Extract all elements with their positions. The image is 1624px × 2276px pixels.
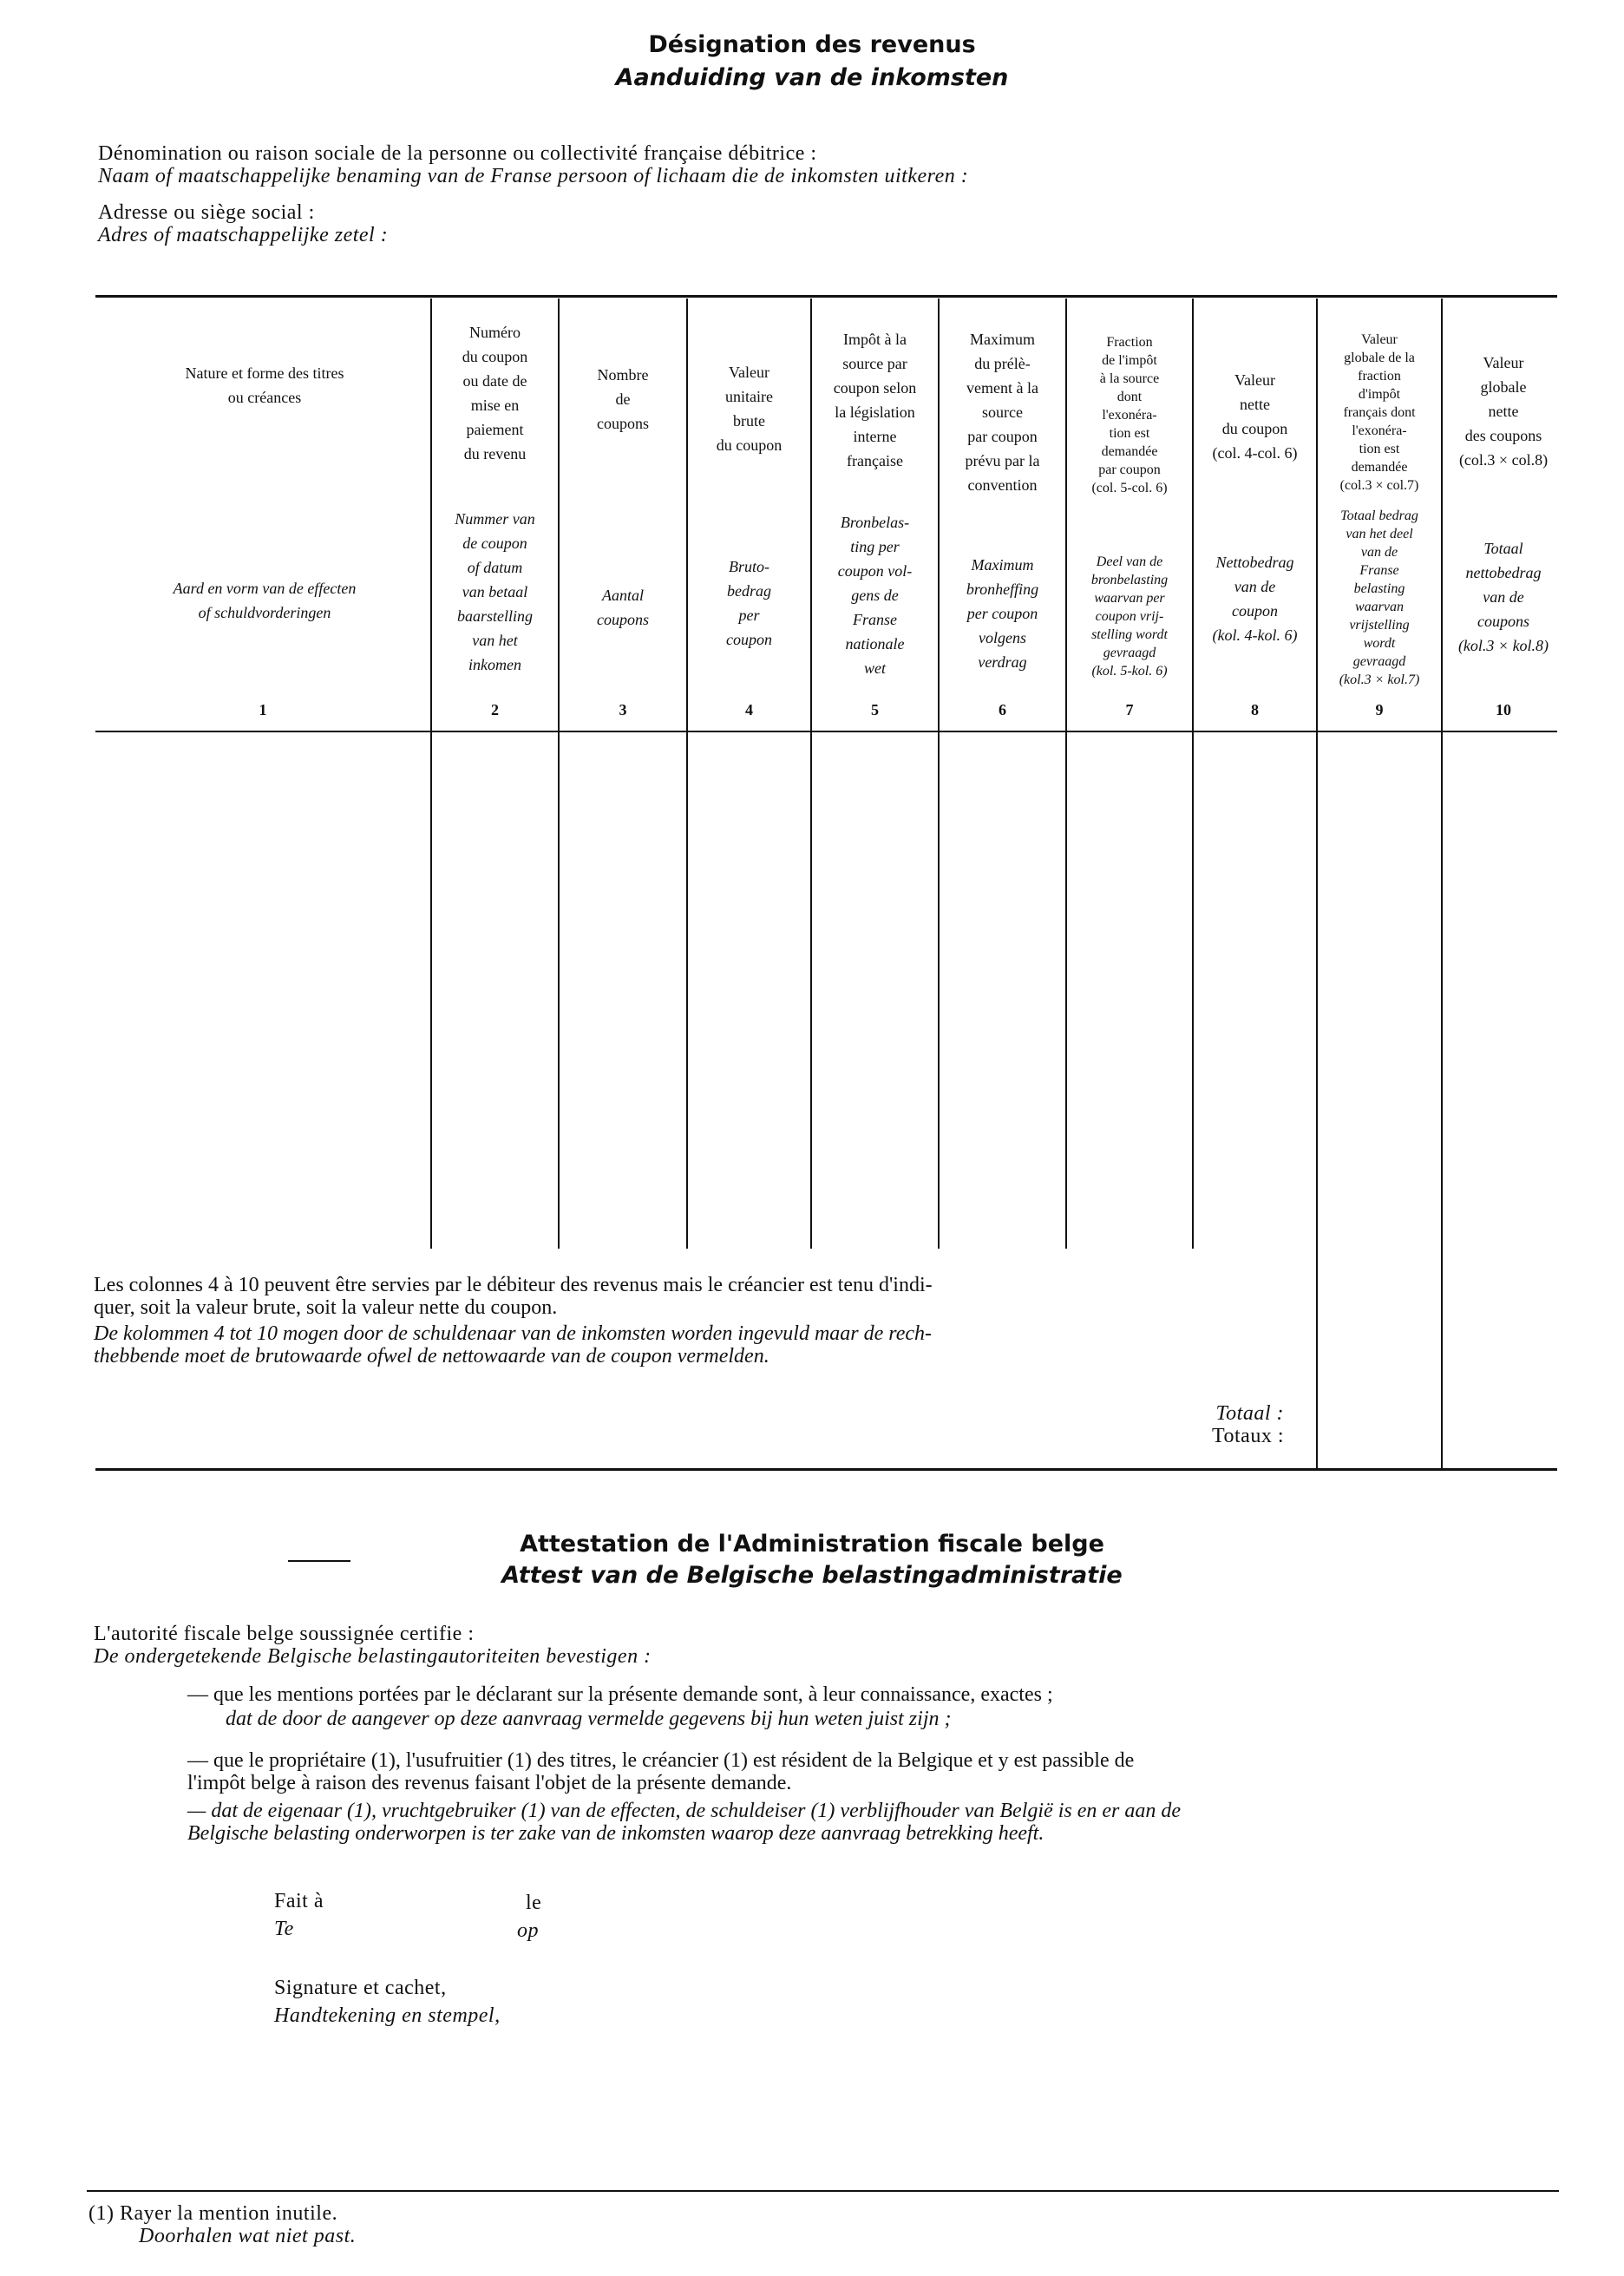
table-header-bottom-rule	[95, 731, 1557, 732]
col1-header-nl: Aard en vorm van de effecten of schuldvorderingen	[173, 580, 357, 621]
col2-header-nl: Nummer van de coupon of datum van betaal baarstelling van het inkomen	[455, 510, 535, 673]
col-number: 3	[619, 701, 627, 718]
col6-header-fr: Maximum du prélè- vement à la source par coupon prévu par la convention	[965, 331, 1040, 494]
col-number: 6	[999, 701, 1006, 718]
attestation-bullet2-fr: — que le propriétaire (1), l'usufruitier (1) des titres, le créancier (1) est résident de la Belgique et y est passible de l'impôt belge à raison des revenus faisant l'objet de la présente demande.	[187, 1749, 1135, 1794]
section-title-fr: Désignation des revenus	[648, 31, 976, 58]
col8-header-nl: Nettobedrag van de coupon (kol. 4-kol. 6)	[1212, 554, 1298, 644]
col9-header-fr: Valeur globale de la fraction d'impôt français dont l'exonéra- tion est demandée (col.3 × col.7)	[1339, 331, 1419, 493]
footnote-nl: Doorhalen wat niet past.	[139, 2225, 357, 2247]
col5-header-fr: Impôt à la source par coupon selon la législation interne française	[833, 331, 917, 469]
col-number: 2	[491, 701, 499, 718]
col7-header-nl: Deel van de bronbelasting waarvan per coupon vrij- stelling wordt gevraagd (kol. 5-kol. 6)	[1090, 554, 1169, 679]
col10-header-nl: Totaal nettobedrag van de coupons (kol.3 × kol.8)	[1457, 540, 1549, 654]
attestation-intro-nl: De ondergetekende Belgische belastingautoriteiten bevestigen :	[94, 1645, 652, 1668]
col8-header-fr: Valeur nette du coupon (col. 4-col. 6)	[1212, 371, 1298, 462]
col4-header-nl: Bruto- bedrag per coupon	[726, 558, 772, 648]
footnote-rule	[87, 2190, 1559, 2192]
table-note-nl: De kolommen 4 tot 10 mogen door de schuldenaar van de inkomsten worden ingevuld maar de rech- thebbende moet de brutowaarde ofwel de nettowaarde van de coupon vermelden.	[94, 1322, 933, 1368]
attestation-title-fr: Attestation de l'Administration fiscale belge	[520, 1531, 1104, 1558]
table-top-rule	[95, 295, 1557, 298]
debtor-label-fr: Dénomination ou raison sociale de la personne ou collectivité française débitrice :	[98, 142, 817, 165]
section-title-nl: Aanduiding van de inkomsten	[615, 64, 1009, 91]
col-number: 9	[1375, 701, 1384, 718]
col7-header-fr: Fraction de l'impôt à la source dont l'exonéra- tion est demandée par coupon (col. 5-col. 6)	[1091, 334, 1168, 495]
col2-header-fr: Numéro du coupon ou date de mise en paiement du revenu	[462, 324, 528, 462]
attestation-bullet1-nl: dat de door de aangever op deze aanvraag vermelde gegevens bij hun weten juist zijn ;	[226, 1708, 952, 1730]
table-bottom-rule	[95, 1468, 1557, 1471]
signature-label-fr: Signature et cachet,	[274, 1977, 447, 1999]
attestation-intro-fr: L'autorité fiscale belge soussignée certifie :	[94, 1623, 475, 1645]
table-note-fr: Les colonnes 4 à 10 peuvent être servies par le débiteur des revenus mais le créancier est tenu d'indi- quer, soit la valeur brute, soit la valeur nette du coupon.	[94, 1274, 933, 1319]
attestation-title-nl: Attest van de Belgische belastingadministratie	[501, 1562, 1123, 1589]
col4-header-fr: Valeur unitaire brute du coupon	[716, 364, 783, 454]
col10-header-fr: Valeur globale nette des coupons (col.3 × col.8)	[1458, 354, 1549, 469]
total-label-nl: Totaal :	[1215, 1402, 1284, 1425]
col3-header-nl: Aantal coupons	[597, 587, 649, 628]
col3-header-fr: Nombre de coupons	[597, 366, 649, 432]
made-at-label-fr: Fait à	[274, 1890, 324, 1912]
attestation-bullet2-nl: — dat de eigenaar (1), vruchtgebruiker (1) van de effecten, de schuldeiser (1) verblijfhouder van België is en er aan de Belgische belasting onderworpen is ter zake van de inkomsten waarop deze aanvraag betrekking heeft.	[187, 1800, 1181, 1845]
col5-header-nl: Bronbelas- ting per coupon vol- gens de Franse nationale wet	[837, 514, 913, 677]
col-number: 10	[1496, 701, 1511, 718]
attestation-bullet1-fr: — que les mentions portées par le déclarant sur la présente demande sont, à leur connaissance, exactes ;	[187, 1683, 1053, 1706]
col1-header-fr: Nature et forme des titres ou créances	[185, 364, 344, 406]
col-number: 7	[1125, 701, 1134, 718]
col6-header-nl: Maximum bronheffing per coupon volgens verdrag	[966, 556, 1039, 671]
footnote-fr: (1) Rayer la mention inutile.	[88, 2202, 338, 2225]
debtor-label-nl: Naam of maatschappelijke benaming van de Franse persoon of lichaam die de inkomsten uitkeren :	[98, 165, 969, 187]
col-number: 8	[1251, 701, 1259, 718]
total-label-fr: Totaux :	[1212, 1425, 1284, 1447]
col-number: 1	[259, 701, 267, 718]
address-label-nl: Adres of maatschappelijke zetel :	[98, 224, 389, 246]
date-label-nl: op	[517, 1919, 539, 1942]
date-label-fr: le	[526, 1892, 542, 1914]
address-label-fr: Adresse ou siège social :	[98, 201, 315, 224]
col-number: 5	[871, 701, 879, 718]
col-number: 4	[745, 701, 753, 718]
signature-label-nl: Handtekening en stempel,	[274, 2004, 501, 2027]
made-at-label-nl: Te	[274, 1918, 294, 1940]
col9-header-nl: Totaal bedrag van het deel van de Franse belasting waarvan vrijstelling wordt gevraagd (kol.3 × kol.7)	[1339, 508, 1420, 687]
